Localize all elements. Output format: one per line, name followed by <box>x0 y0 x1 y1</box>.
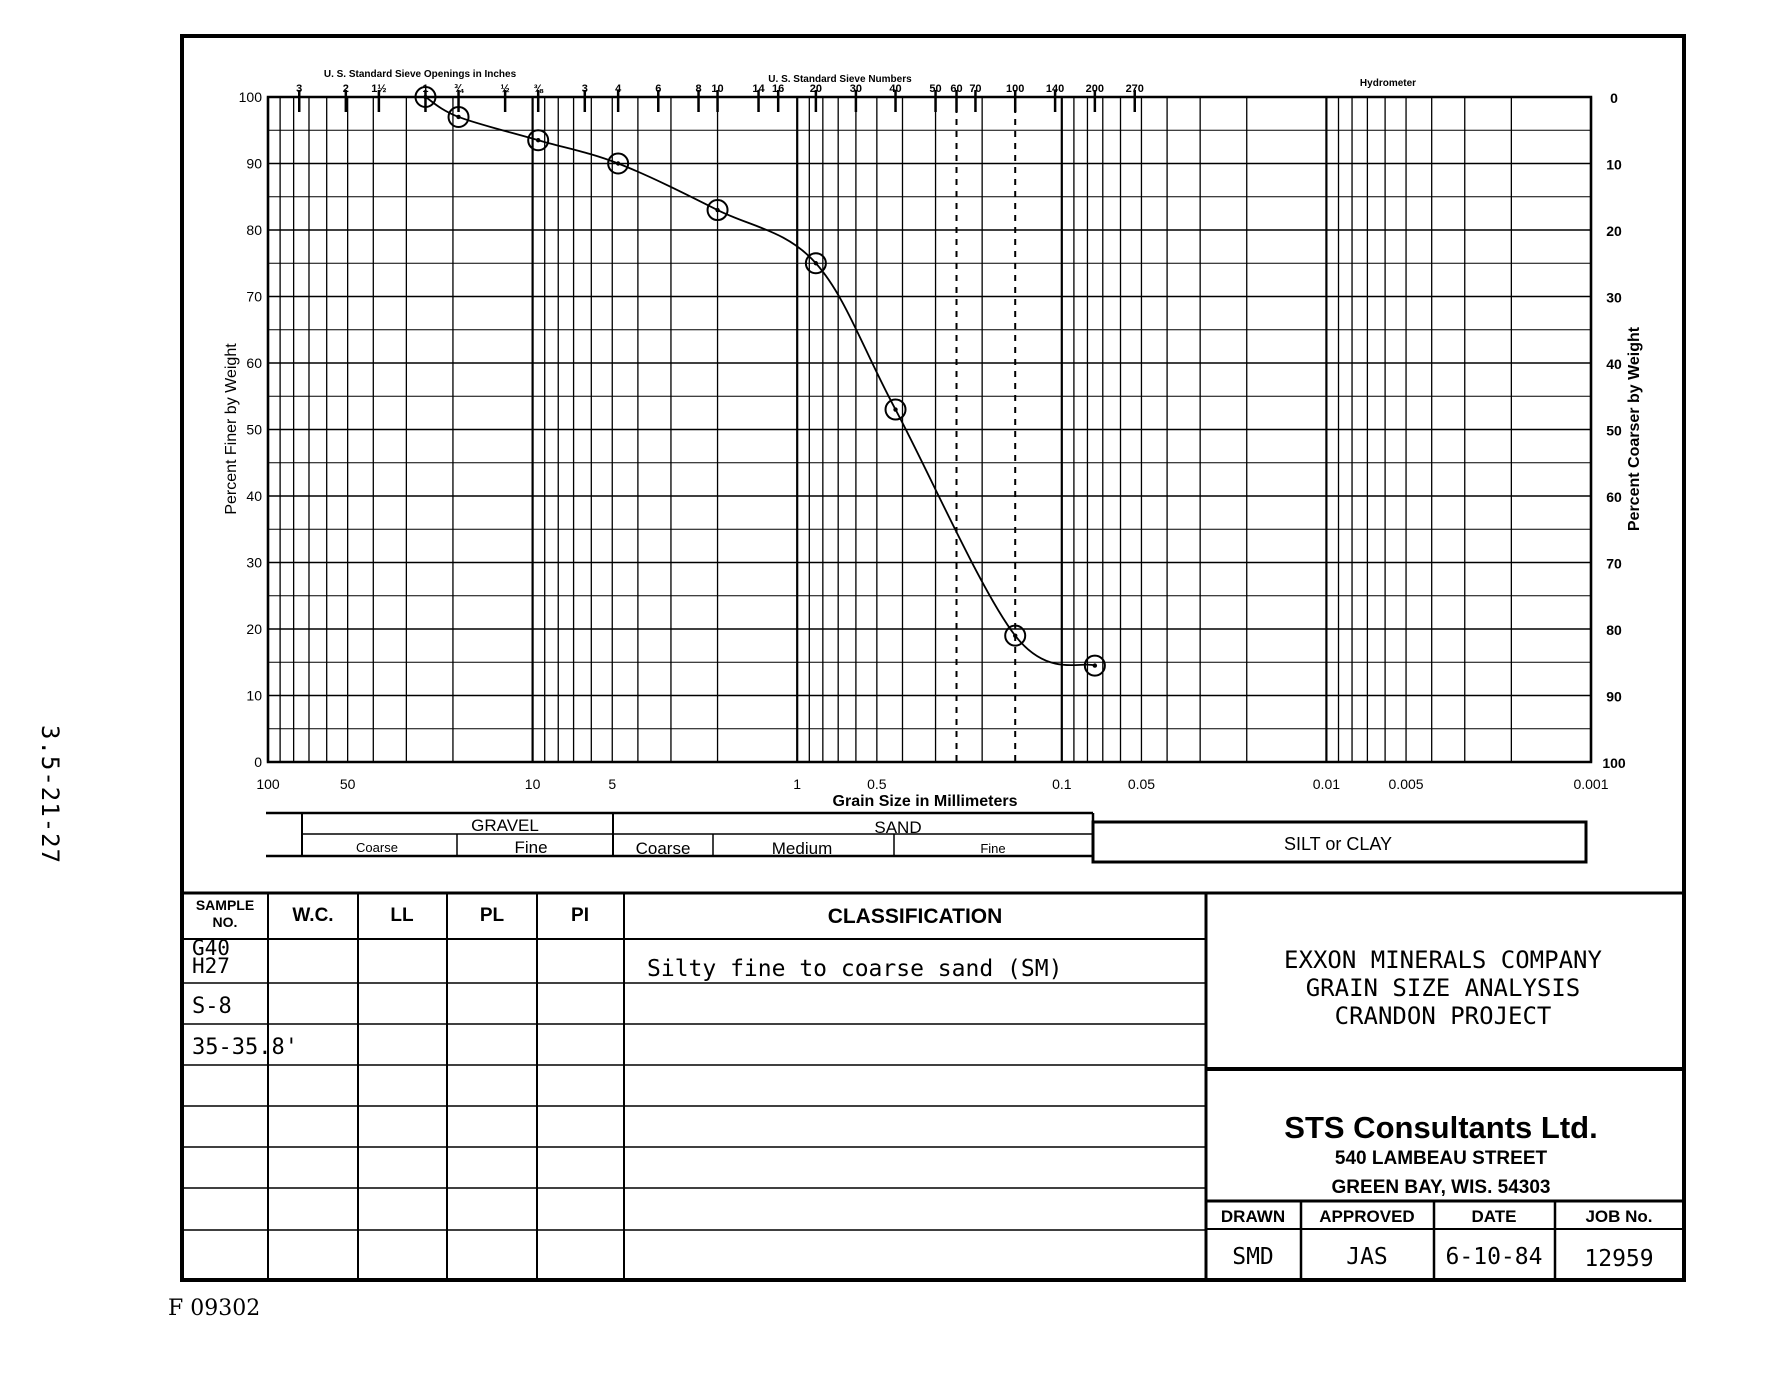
chart-grid <box>268 97 1591 762</box>
title-line-3: CRANDON PROJECT <box>1334 1002 1552 1030</box>
classification-header: CLASSIFICATION <box>827 905 1003 928</box>
y-tick-label: 50 <box>246 421 262 438</box>
sample-no-header-2: NO. <box>212 914 238 930</box>
y2-tick-label: 90 <box>1606 688 1622 705</box>
sand-medium-label: Medium <box>771 839 833 858</box>
silt-clay-label: SILT or CLAY <box>1283 834 1393 854</box>
sample-no-header-1: SAMPLE <box>195 897 255 913</box>
top-tick-label: 10 <box>711 83 724 95</box>
sample-line-3: S-8 <box>192 994 232 1019</box>
gravel-fine-label: Fine <box>514 838 548 857</box>
y-tick-label: 90 <box>246 155 262 172</box>
job-value: 12959 <box>1584 1246 1654 1272</box>
y-tick-label: 70 <box>246 288 262 305</box>
data-point-dot <box>456 115 460 119</box>
y2-tick-label: 40 <box>1606 356 1622 372</box>
ll-header: LL <box>390 905 414 926</box>
data-point-dot <box>814 261 818 265</box>
approved-value: JAS <box>1346 1244 1388 1270</box>
y2-tick-label: 0 <box>1610 90 1618 106</box>
data-point-dot <box>893 407 897 411</box>
y-tick-label: 10 <box>246 687 262 704</box>
data-table <box>182 893 1206 1280</box>
firm-street: 540 LAMBEAU STREET <box>1334 1148 1548 1169</box>
y-tick-label: 60 <box>246 355 262 371</box>
top-tick-label: ⅜ <box>533 83 543 95</box>
chart-dashed-lines <box>957 107 1016 762</box>
footer-page-id: F 09302 <box>168 1296 261 1321</box>
x-tick-label: 0.005 <box>1388 776 1424 792</box>
top-tick-label: 16 <box>772 83 785 95</box>
y2-tick-label: 30 <box>1606 289 1622 306</box>
drawn-value: SMD <box>1232 1244 1274 1270</box>
data-point-dot <box>1013 633 1017 637</box>
data-point-dot <box>536 138 540 142</box>
y2-tick-label: 100 <box>1602 755 1626 771</box>
job-label: JOB No. <box>1585 1207 1653 1226</box>
top-tick-label: 50 <box>929 83 942 95</box>
top-tick-label: 20 <box>809 83 823 95</box>
top-tick-label: 40 <box>889 83 902 95</box>
drawn-label: DRAWN <box>1220 1207 1286 1226</box>
top-tick-label: 3 <box>296 83 303 95</box>
y2-tick-label: 70 <box>1606 555 1622 572</box>
x-tick-label: 100 <box>256 776 280 792</box>
title-line-1: EXXON MINERALS COMPANY <box>1284 946 1602 974</box>
sample-line-2: H27 <box>192 954 230 978</box>
top-tick-label: 30 <box>849 83 863 95</box>
data-point-dot <box>616 161 620 165</box>
data-point-dot <box>715 208 719 212</box>
pl-header: PL <box>479 905 505 926</box>
top-tick-label: 70 <box>969 83 982 95</box>
sheet-frame <box>182 36 1684 1280</box>
curve-path <box>425 97 1094 666</box>
y2-tick-label: 60 <box>1606 489 1622 505</box>
sand-fine-label: Fine <box>980 841 1006 856</box>
gravel-label: GRAVEL <box>471 816 539 835</box>
y2-tick-label: 20 <box>1606 223 1622 239</box>
data-points <box>415 87 1104 676</box>
x-tick-label: 0.1 <box>1052 776 1072 792</box>
x-tick-label: 1 <box>793 776 802 792</box>
y-tick-label: 30 <box>246 554 262 571</box>
top-tick-label: 1½ <box>371 83 387 95</box>
y-axis-title: Percent Finer by Weight <box>223 343 240 515</box>
title-line-2: GRAIN SIZE ANALYSIS <box>1305 974 1581 1002</box>
x-tick-label: 0.01 <box>1312 776 1341 792</box>
top-tick-label: 1 <box>422 83 429 95</box>
sand-label: SAND <box>874 818 922 837</box>
top-axis-inches-label: U. S. Standard Sieve Openings in Inches <box>323 69 517 80</box>
y-tick-label: 100 <box>238 89 262 105</box>
firm-name: STS Consultants Ltd. <box>1284 1110 1598 1145</box>
y-tick-label: 40 <box>246 488 262 504</box>
sand-coarse-label: Coarse <box>635 839 691 858</box>
y2-tick-label: 80 <box>1606 622 1622 638</box>
top-axis-sieves-label: U. S. Standard Sieve Numbers <box>768 74 912 85</box>
y2-axis-title: Percent Coarser by Weight <box>1626 326 1643 532</box>
y2-tick-label: 50 <box>1606 422 1622 439</box>
x-tick-label: 5 <box>608 776 617 792</box>
top-tick-label: 140 <box>1045 83 1065 95</box>
top-tick-label: 2 <box>342 83 349 95</box>
pi-header: PI <box>571 905 589 926</box>
top-tick-label: 4 <box>615 83 622 95</box>
axis-ticks <box>239 89 1626 792</box>
top-tick-label: 270 <box>1125 83 1144 95</box>
top-tick-label: 8 <box>695 83 702 95</box>
x-tick-label: 0.001 <box>1573 776 1609 792</box>
data-point-dot <box>1093 663 1097 667</box>
classification-value: Silty fine to coarse sand (SM) <box>647 956 1063 982</box>
wc-header: W.C. <box>292 905 334 926</box>
x-tick-label: 50 <box>339 776 356 792</box>
hydrometer-label: Hydrometer <box>1359 78 1417 89</box>
y2-tick-label: 10 <box>1606 156 1622 173</box>
date-label: DATE <box>1471 1207 1517 1226</box>
x-axis-title: Grain Size in Millimeters <box>832 793 1018 810</box>
x-tick-label: 10 <box>524 776 541 792</box>
firm-city: GREEN BAY, WIS. 54303 <box>1331 1177 1551 1198</box>
x-tick-label: 0.5 <box>867 776 887 792</box>
top-tick-label: 60 <box>950 83 963 95</box>
top-tick-label: 3 <box>581 83 588 95</box>
top-tick-label: 14 <box>752 83 765 95</box>
y-tick-label: 0 <box>254 754 262 770</box>
top-tick-label: ½ <box>500 83 510 95</box>
gradation-curve <box>425 97 1094 666</box>
gravel-coarse-label: Coarse <box>356 840 398 855</box>
sample-line-1: G40 <box>192 936 230 960</box>
approved-label: APPROVED <box>1319 1207 1415 1226</box>
top-tick-label: 200 <box>1085 83 1105 95</box>
side-page-id: 3.5-21-27 <box>36 725 64 865</box>
y-tick-label: 80 <box>246 222 262 238</box>
sample-line-4: 35-35.8' <box>192 1035 298 1060</box>
top-tick-label: 100 <box>1006 83 1025 95</box>
x-tick-label: 0.05 <box>1127 776 1156 792</box>
date-value: 6-10-84 <box>1445 1244 1543 1270</box>
y-tick-label: 20 <box>246 621 262 637</box>
top-tick-label: ¾ <box>453 83 464 95</box>
top-tick-label: 6 <box>655 83 662 95</box>
